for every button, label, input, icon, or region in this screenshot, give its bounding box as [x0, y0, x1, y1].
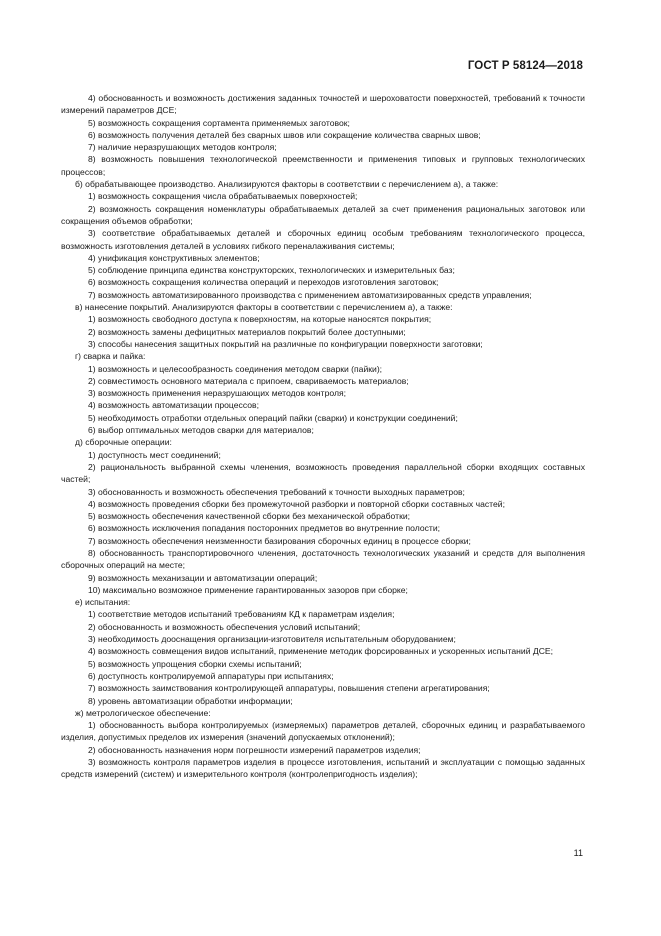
list-sub-item: 1) соответствие методов испытаний требованиям КД к параметрам изделия;	[88, 609, 395, 620]
list-sub-item: 1) возможность свободного доступа к поверхностям, на которые наносятся покрытия;	[88, 314, 432, 325]
list-sub-item: 6) доступность контролируемой аппаратуры при испытаниях;	[88, 670, 334, 681]
list-sub-item: 1) возможность и целесообразность соединения методом сварки (пайки);	[88, 363, 383, 374]
list-section-item: ж) метрологическое обеспечение:	[75, 707, 211, 718]
list-sub-item: 4) возможность совмещения видов испытаний, применение методик форсированных и ускоренных испытаний ДСЕ;	[88, 646, 554, 657]
list-sub-item: 6) возможность сокращения количества операций и переходов изготовления заготовок;	[88, 277, 439, 288]
list-sub-item: 7) возможность автоматизированного производства с применением автоматизированных средств управления;	[88, 289, 532, 300]
list-sub-item: 2) обоснованность и возможность обеспечения условий испытаний;	[88, 621, 361, 632]
list-sub-item: 6) возможность получения деталей без сварных швов или сокращение количества сварных швов;	[88, 129, 481, 140]
list-section-item: в) нанесение покрытий. Анализируются факторы в соответствии с перечислением а), а также:	[75, 302, 453, 313]
list-sub-item: 1) обоснованность выбора контролируемых (измеряемых) параметров деталей, сборочных единиц и разрабатываемого изделия, допустимых пределов их измерения (значений допускаемых отклонений);	[61, 720, 585, 743]
list-sub-item: 2) рациональность выбранной схемы членения, возможность проведения параллельной сборки входящих составных частей;	[61, 461, 585, 485]
list-sub-item: 1) доступность мест соединений;	[88, 449, 221, 460]
list-sub-item: 4) унификация конструктивных элементов;	[88, 252, 260, 263]
list-sub-item: 7) возможность обеспечения неизменности базирования сборочных единиц в процессе сборки;	[88, 535, 471, 546]
list-sub-item: 6) возможность исключения попадания посторонних предметов во внутренние полости;	[88, 523, 441, 534]
list-section-item: б) обрабатывающее производство. Анализируются факторы в соответствии с перечислением а), а также:	[75, 179, 499, 190]
list-sub-item: 1) возможность сокращения числа обрабатываемых поверхностей;	[88, 191, 358, 202]
list-sub-item: 6) выбор оптимальных методов сварки для материалов;	[88, 425, 314, 436]
document-body	[61, 92, 585, 781]
page-number: 11	[573, 848, 583, 858]
list-sub-item: 2) совместимость основного материала с припоем, свариваемость материалов;	[88, 375, 409, 386]
list-sub-item: 2) возможность замены дефицитных материалов покрытий более доступными;	[88, 326, 406, 337]
list-sub-item: 9) возможность механизации и автоматизации операций;	[88, 572, 318, 583]
list-sub-item: 7) наличие неразрушающих методов контроля;	[88, 142, 277, 153]
list-sub-item: 5) возможность обеспечения качественной сборки без механической обработки;	[88, 511, 411, 522]
list-sub-item: 2) возможность сокращения номенклатуры обрабатываемых деталей за счет применения рациональных заготовок или сокращения объемов обработки;	[61, 203, 585, 226]
list-sub-item: 4) возможность автоматизации процессов;	[88, 400, 259, 411]
list-sub-item: 3) способы нанесения защитных покрытий на различные по конфигурации поверхности заготовки;	[88, 338, 483, 349]
document-code: ГОСТ Р 58124—2018	[467, 60, 583, 72]
list-section-item: д) сборочные операции:	[75, 437, 172, 448]
list-sub-item: 3) необходимость дооснащения организации-изготовителя испытательным оборудованием;	[88, 634, 456, 645]
list-sub-item: 8) обоснованность транспортировочного членения, достаточность технологических указаний и средств для выполнения сборочных операций на месте;	[61, 547, 585, 571]
list-sub-item: 3) возможность применения неразрушающих методов контроля;	[88, 388, 347, 399]
list-sub-item: 7) возможность заимствования контролирующей аппаратуры, повышения степени агрегатирования;	[88, 683, 490, 694]
list-sub-item: 3) соответствие обрабатываемых деталей и сборочных единиц особым требованиям технологического процесса, возможность изготовления деталей в условиях гибкого переналаживания системы;	[61, 228, 585, 251]
list-sub-item: 10) максимально возможное применение гарантированных зазоров при сборке;	[88, 584, 408, 595]
list-section-item: е) испытания:	[75, 597, 131, 608]
list-sub-item: 8) уровень автоматизации обработки информации;	[88, 695, 293, 706]
list-section-item: г) сварка и пайка:	[75, 351, 146, 362]
list-sub-item: 5) возможность упрощения сборки схемы испытаний;	[88, 658, 302, 669]
list-sub-item: 8) возможность повышения технологической преемственности и применения типовых и групповых технологических процессов;	[61, 154, 585, 177]
list-sub-item: 4) обоснованность и возможность достижения заданных точностей и шероховатости поверхностей, требований к точности измерений параметров ДСЕ;	[61, 93, 585, 116]
list-sub-item: 3) возможность контроля параметров изделия в процессе изготовления, испытаний и эксплуатации с помощью заданных средств измерений (систем) и измерительного контроля (контролепригодность изделия);	[61, 757, 585, 780]
list-sub-item: 5) соблюдение принципа единства конструкторских, технологических и измерительных баз;	[88, 265, 455, 276]
list-sub-item: 5) необходимость отработки отдельных операций пайки (сварки) и конструкции соединений;	[88, 412, 458, 423]
list-sub-item: 5) возможность сокращения сортамента применяемых заготовок;	[88, 117, 350, 128]
list-sub-item: 3) обоснованность и возможность обеспечения требований к точности выходных параметров;	[88, 486, 465, 497]
list-sub-item: 4) возможность проведения сборки без промежуточной разборки и повторной сборки составных частей;	[88, 498, 505, 509]
list-sub-item: 2) обоснованность назначения норм погрешности измерений параметров изделия;	[88, 744, 421, 755]
